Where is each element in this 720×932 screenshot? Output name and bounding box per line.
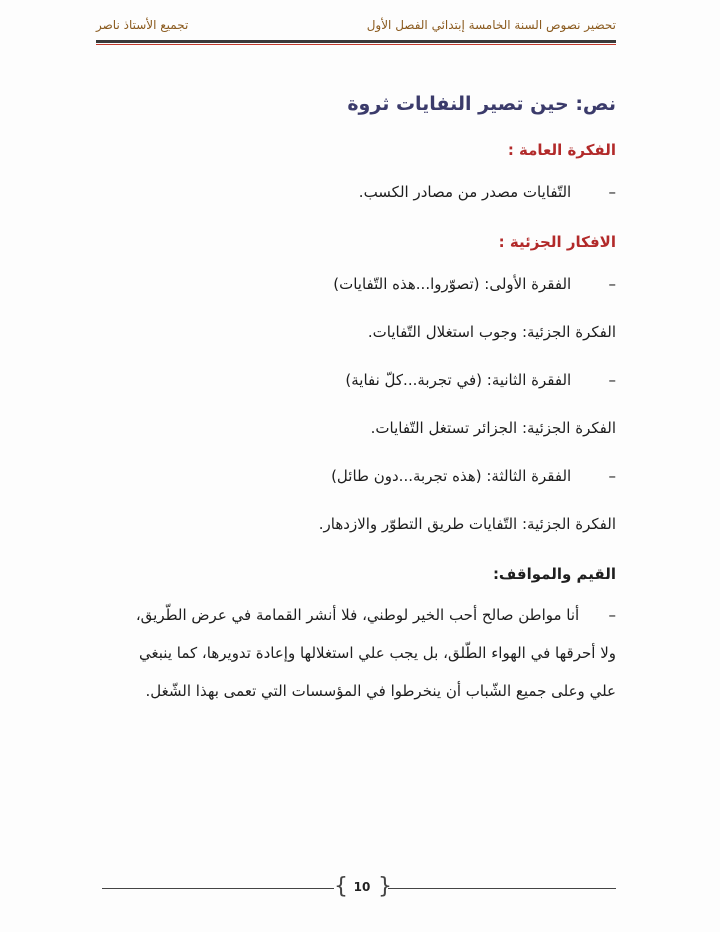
values-paragraph xyxy=(96,596,616,710)
header-title: تحضير نصوص السنة الخامسة إبتدائي الفصل الأول xyxy=(366,18,616,32)
paragraph-line xyxy=(96,452,616,500)
values-line: علي وعلى جميع الشّباب أن ينخرطوا في المؤسسات التي تعمى بهذا الشّغل. xyxy=(145,682,616,700)
footer-rule-left xyxy=(102,888,334,889)
header-rule-accent xyxy=(96,44,616,45)
dash-marker: – xyxy=(608,371,616,389)
values-heading: القيم والمواقف: xyxy=(492,565,616,583)
dash-marker: – xyxy=(608,275,616,293)
partial-idea-text: الفكرة الجزئية: الجزائر تستغل التّفايات. xyxy=(370,419,616,437)
general-idea-heading: الفكرة العامة : xyxy=(507,141,616,159)
values-line xyxy=(96,596,616,634)
general-idea-text: التّفايات مصدر من مصادر الكسب. xyxy=(358,183,572,201)
footer-bracket-left: { xyxy=(334,874,348,899)
header-author: تجميع الأستاذ ناصر xyxy=(96,18,189,32)
text-title: نص: حين تصير النفايات ثروة xyxy=(347,93,616,115)
header-rule xyxy=(96,40,616,43)
values-text: أنا مواطن صالح أحب الخير لوطني، فلا أنشر القمامة في عرض الطّريق، xyxy=(135,606,580,624)
paragraph-line xyxy=(96,356,616,404)
dash-marker: – xyxy=(608,606,616,624)
general-idea-line xyxy=(96,168,616,216)
paragraph-label: الفقرة الثالثة: (هذه تجربة...دون طائل) xyxy=(331,467,572,485)
page-content xyxy=(96,84,616,710)
dash-marker: – xyxy=(608,183,616,201)
paragraph-label: الفقرة الأولى: (تصوّروا...هذه التّفايات) xyxy=(333,275,572,293)
paragraph-line xyxy=(96,260,616,308)
page-header xyxy=(96,14,616,42)
values-line: ولا أحرقها في الهواء الطّلق، بل يجب علي استغلالها وإعادة تدويرها، كما ينبغي xyxy=(139,644,616,662)
dash-marker: – xyxy=(608,467,616,485)
partial-idea-line xyxy=(96,308,616,356)
page-number: 10 xyxy=(353,880,371,894)
partial-idea-text: الفكرة الجزئية: التّفايات طريق التطوّر والازدهار. xyxy=(318,515,616,533)
partial-idea-line xyxy=(96,404,616,452)
footer-rule-right xyxy=(388,888,616,889)
partial-idea-line xyxy=(96,500,616,548)
partial-ideas-heading: الافكار الجزئية : xyxy=(498,233,616,251)
partial-idea-text: الفكرة الجزئية: وجوب استغلال التّفايات. xyxy=(367,323,616,341)
paragraph-label: الفقرة الثانية: (في تجربة...كلّ نفاية) xyxy=(345,371,572,389)
footer-bracket-right: } xyxy=(378,874,392,899)
